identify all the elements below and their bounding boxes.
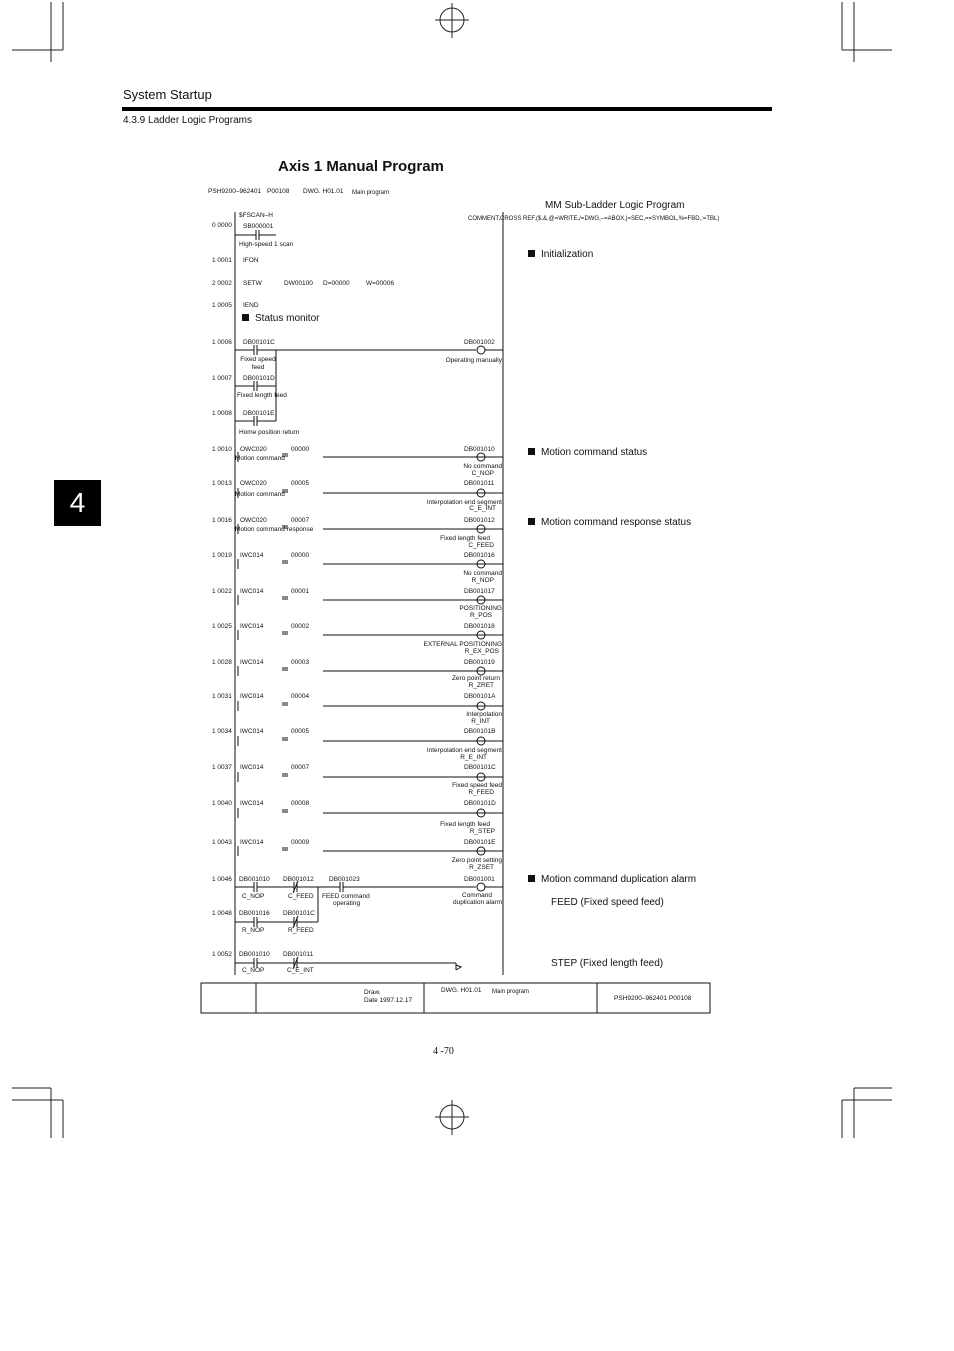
coil-address: DB001010	[464, 446, 495, 453]
section-motion-command-response-status: Motion command response status	[528, 517, 691, 528]
contact-symbol: C_FEED	[288, 893, 314, 900]
compare-value: 00003	[291, 659, 310, 666]
register: IWC014	[240, 659, 264, 666]
coil-comment: Zero point setting	[451, 857, 502, 864]
instruction: IFON	[243, 257, 259, 264]
section-status-monitor: Status monitor	[242, 313, 319, 324]
symbol-label: $FSCAN–H	[239, 212, 273, 219]
coil-address: DB00101D	[464, 800, 496, 807]
coil-address: DB00101B	[464, 728, 496, 735]
step-number: 1 0013	[212, 480, 232, 487]
contact-address: DB00101C	[283, 910, 315, 917]
contact-address: DB00101C	[243, 339, 275, 346]
coil-comment: Zero point return	[451, 675, 500, 682]
compare-value: 00007	[291, 517, 310, 524]
compare-value: 00000	[291, 552, 310, 559]
bullet-square-icon	[528, 875, 535, 882]
step-number: 1 0025	[212, 623, 232, 630]
compare-value: 00005	[291, 480, 310, 487]
register: IWC014	[240, 693, 264, 700]
contact-comment: Fixed length feed	[237, 392, 287, 399]
footer-date: Date 1997.12.17	[364, 997, 413, 1004]
register: IWC014	[240, 728, 264, 735]
compare-rung	[0, 659, 510, 693]
coil-address: DB001016	[464, 552, 495, 559]
coil-symbol: R_STEP	[469, 828, 495, 835]
coil-comment: EXTERNAL POSITIONING	[423, 641, 502, 648]
step-number: 1 0034	[212, 728, 232, 735]
contact-address: DB001012	[283, 876, 314, 883]
crop-marks-top	[12, 2, 892, 62]
footer-draw: Draw.	[364, 989, 381, 996]
coil-comment: Fixed speed feed	[452, 782, 502, 789]
instruction: SETW	[243, 280, 262, 287]
page-number: 4 -70	[433, 1046, 454, 1057]
coil-comment: Interpolation end segment	[426, 747, 502, 754]
coil-symbol: R_FEED	[468, 789, 494, 796]
register-comment: Motion command response	[235, 526, 314, 533]
register: IWC014	[240, 588, 264, 595]
contact-address: DB001010	[239, 951, 270, 958]
compare-value: 00007	[291, 764, 310, 771]
register: OWC020	[240, 446, 267, 453]
contact-comment: Home position return	[239, 429, 300, 436]
compare-rung	[0, 446, 510, 480]
contact-comment: FEED command	[322, 893, 370, 900]
compare-value: 00009	[291, 839, 310, 846]
page-title: Axis 1 Manual Program	[278, 158, 444, 175]
step-number: 1 0022	[212, 588, 232, 595]
crop-marks-bottom	[12, 1088, 892, 1138]
section-duplication-alarm: Motion command duplication alarm	[528, 874, 696, 885]
contact-symbol: C_NOP	[242, 893, 265, 900]
register: OWC020	[240, 517, 267, 524]
coil-symbol: R_ZRET	[468, 682, 494, 689]
register: IWC014	[240, 764, 264, 771]
footer-doc-number: PSH9200–962401 P00108	[614, 995, 692, 1002]
contact-symbol: R_NOP	[242, 927, 265, 934]
register: IWC014	[240, 839, 264, 846]
step-number: 2 0002	[212, 280, 232, 287]
coil-address: DB001002	[464, 339, 495, 346]
coil-address: DB001012	[464, 517, 495, 524]
compare-value: 00008	[291, 800, 310, 807]
section-title: System Startup	[123, 87, 212, 102]
compare-value: 00002	[291, 623, 310, 630]
compare-rung	[0, 728, 510, 762]
contact-comment: Fixed speed feed	[240, 356, 276, 371]
bullet-square-icon	[528, 250, 535, 257]
instruction-arg: DW00100	[284, 280, 313, 287]
coil-address: DB001018	[464, 623, 495, 630]
step-number: 1 0008	[212, 410, 232, 417]
contact-address: DB001016	[239, 910, 270, 917]
step-number: 1 0006	[212, 339, 232, 346]
compare-rung	[0, 588, 510, 622]
coil-comment: Operating manually	[445, 357, 502, 364]
contact-comment: High-speed 1 scan	[239, 241, 294, 248]
chapter-tab: 4	[54, 480, 101, 526]
step-number: 1 0043	[212, 839, 232, 846]
header-rule	[122, 107, 772, 111]
register-comment: Motion command	[235, 491, 285, 498]
dwg-number: DWG. H01.01	[303, 188, 344, 195]
coil-comment: No command	[463, 570, 502, 577]
register: IWC014	[240, 552, 264, 559]
register: IWC014	[240, 623, 264, 630]
coil-symbol: C_NOP	[471, 470, 494, 477]
contact-address: DB001010	[239, 876, 270, 883]
coil-symbol: R_NOP	[471, 577, 494, 584]
contact-address: SB000001	[243, 223, 274, 230]
compare-rung	[0, 839, 510, 873]
compare-rung	[0, 800, 510, 834]
compare-rung	[0, 480, 510, 514]
subsection-title: 4.3.9 Ladder Logic Programs	[123, 115, 252, 126]
contact-address: DB001023	[329, 876, 360, 883]
coil-symbol: C_E_INT	[469, 505, 496, 512]
coil-comment: Interpolation	[466, 711, 502, 718]
init-rung	[235, 230, 276, 240]
step-number: 1 0048	[212, 910, 232, 917]
compare-rung	[0, 517, 510, 551]
step-number: 1 0046	[212, 876, 232, 883]
step-number: 1 0028	[212, 659, 232, 666]
compare-value: 00001	[291, 588, 310, 595]
compare-value: 00004	[291, 693, 310, 700]
coil-address: DB001001	[464, 876, 495, 883]
coil-comment: Interpolation end segment	[426, 499, 502, 506]
coil-symbol: R_EX_POS	[464, 648, 499, 655]
step-number: 0 0000	[212, 222, 232, 229]
step-number: 1 0019	[212, 552, 232, 559]
coil-symbol: R_E_INT	[460, 754, 487, 761]
section-motion-command-status: Motion command status	[528, 447, 647, 458]
coil-address: DB001017	[464, 588, 495, 595]
instruction-arg: W=00006	[366, 280, 395, 287]
compare-value: 00005	[291, 728, 310, 735]
contact-symbol: C_NOP	[242, 967, 265, 974]
doc-number: PSH9200–962401	[208, 188, 262, 195]
step-number: 1 0052	[212, 951, 232, 958]
coil-comment: POSITIONING	[459, 605, 502, 612]
instruction-arg: D=00000	[323, 280, 350, 287]
contact-symbol: C_E_INT	[287, 967, 314, 974]
coil-address: DB001019	[464, 659, 495, 666]
coil-comment: No command	[463, 463, 502, 470]
step-number: 1 0031	[212, 693, 232, 700]
coil-address: DB00101A	[464, 693, 496, 700]
compare-value: 00000	[291, 446, 310, 453]
dwg-name: Main program	[352, 190, 390, 196]
step-number: 1 0001	[212, 257, 232, 264]
coil-comment: duplication alarm	[453, 899, 503, 906]
coil-symbol: C_FEED	[468, 542, 494, 549]
coil-comment: Fixed length feed	[440, 535, 490, 542]
contact-address: DB00101E	[243, 410, 275, 417]
comment-legend: COMMENT,CROSS REF.($,&,@=WRITE,/=DWG,–=ABOX,|=SEC,==SYMBOL,%=FBD,:=TBL)	[468, 216, 720, 222]
compare-rung	[0, 764, 510, 798]
coil-symbol: R_POS	[469, 612, 492, 619]
bullet-square-icon	[528, 518, 535, 525]
step-number: 1 0010	[212, 446, 232, 453]
contact-symbol: R_FEED	[288, 927, 314, 934]
page-code: P00108	[267, 188, 290, 195]
register-comment: Motion command	[235, 455, 285, 462]
step-number: 1 0007	[212, 375, 232, 382]
step-number: 1 0005	[212, 302, 232, 309]
instruction: IEND	[243, 302, 259, 309]
compare-rung	[0, 552, 510, 586]
coil-symbol: R_ZSET	[469, 864, 494, 871]
step-number: 1 0040	[212, 800, 232, 807]
step-number: 1 0037	[212, 764, 232, 771]
coil-address: DB00101E	[464, 839, 496, 846]
coil-symbol: R_INT	[471, 718, 490, 725]
program-title: MM Sub-Ladder Logic Program	[545, 200, 685, 211]
feed-note: FEED (Fixed speed feed)	[551, 897, 664, 908]
coil-comment: Fixed length feed	[440, 821, 490, 828]
register: IWC014	[240, 800, 264, 807]
step-note: STEP (Fixed length feed)	[551, 958, 664, 969]
contact-address: DB001011	[283, 951, 314, 958]
coil-comment: Command	[462, 892, 492, 899]
coil-address: DB00101C	[464, 764, 496, 771]
coil-address: DB001011	[464, 480, 495, 487]
contact-address: DB00101D	[243, 375, 275, 382]
footer-dwg: DWG. H01.01	[441, 987, 482, 994]
section-initialization: Initialization	[528, 249, 593, 260]
bullet-square-icon	[242, 314, 249, 321]
step-number: 1 0016	[212, 517, 232, 524]
contact-comment: operating	[333, 900, 361, 907]
bullet-square-icon	[528, 448, 535, 455]
compare-rung	[0, 693, 510, 727]
compare-rung	[0, 623, 510, 657]
footer-dwg-name: Main program	[492, 989, 530, 995]
register: OWC020	[240, 480, 267, 487]
